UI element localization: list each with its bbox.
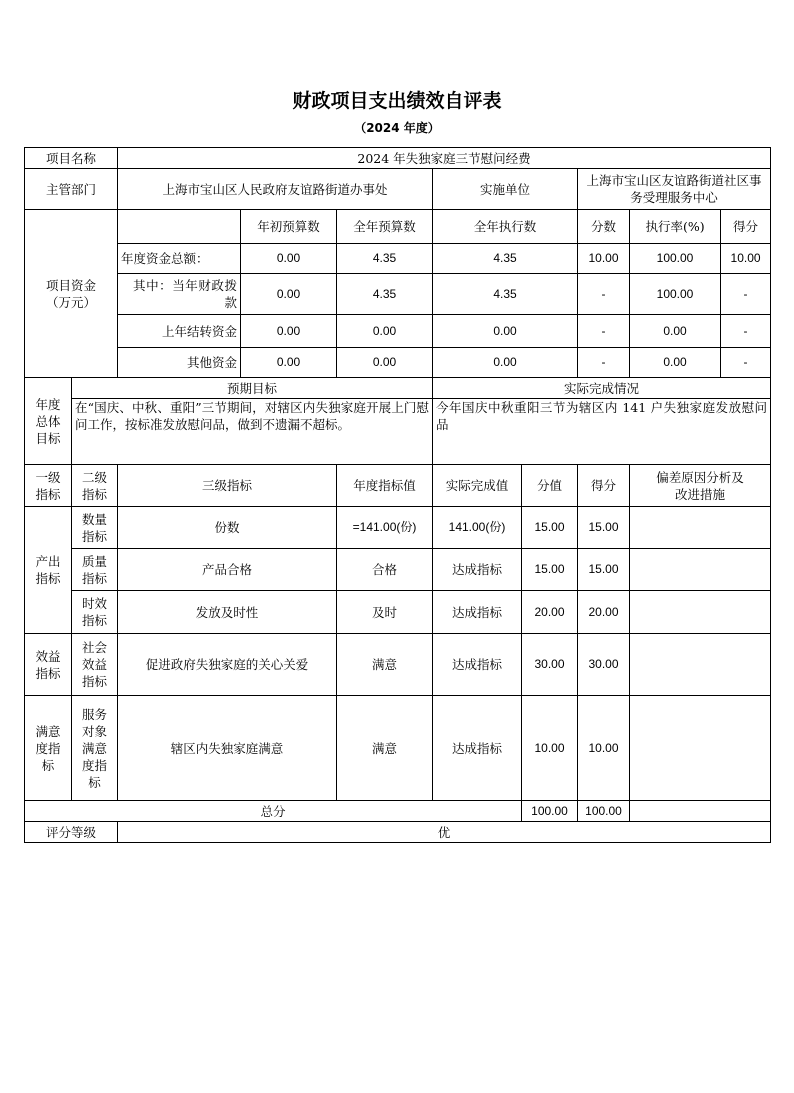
total-note (630, 801, 771, 822)
grade-value: 优 (118, 822, 771, 843)
ind-l2 (72, 591, 118, 634)
ind-actual: 141.00(份) (433, 507, 522, 549)
ind-header-l1-text: 一级指标 (35, 469, 61, 502)
ind-got: 15.00 (578, 507, 630, 549)
funds-row-label: 上年结转资金 (118, 315, 241, 348)
ind-l2-text: 质量指标 (81, 553, 107, 586)
ind-l2-text: 时效指标 (81, 596, 107, 628)
ind-l3: 产品合格 (118, 549, 337, 591)
ind-score: 15.00 (522, 549, 578, 591)
ind-got: 30.00 (578, 634, 630, 696)
funds-cell: - (578, 274, 630, 315)
funds-header: 得分 (721, 210, 771, 244)
ind-actual: 达成指标 (433, 696, 522, 801)
dept-label: 主管部门 (25, 169, 118, 210)
goal-label-text: 年度总体目标 (35, 396, 61, 446)
ind-actual: 达成指标 (433, 634, 522, 696)
project-name-value: 2024 年失独家庭三节慰问经费 (118, 148, 771, 169)
funds-row-label: 年度资金总额： (118, 244, 241, 274)
funds-row-label (118, 274, 241, 315)
ind-l3: 促进政府失独家庭的关心关爱 (118, 634, 337, 696)
funds-cell: - (721, 274, 771, 315)
ind-l1 (25, 507, 72, 634)
ind-header-got: 得分 (578, 465, 630, 507)
ind-note (630, 696, 771, 801)
funds-header: 全年预算数 (337, 210, 433, 244)
ind-l1 (25, 634, 72, 696)
goal-expected: 在“国庆、中秋、重阳”三节期间，对辖区内失独家庭开展上门慰问工作，按标准发放慰问品，做到不遗漏不超标。 (72, 399, 433, 465)
ind-note (630, 591, 771, 634)
ind-note (630, 634, 771, 696)
ind-score: 20.00 (522, 591, 578, 634)
ind-l2 (72, 634, 118, 696)
goal-actual-header: 实际完成情况 (433, 378, 771, 399)
ind-header-target: 年度指标值 (337, 465, 433, 507)
ind-header-score: 分值 (522, 465, 578, 507)
page-subtitle: （2024 年度） (354, 121, 440, 135)
ind-score: 15.00 (522, 507, 578, 549)
goal-label (25, 378, 72, 465)
funds-cell: 0.00 (241, 315, 337, 348)
total-got: 100.00 (578, 801, 630, 822)
project-name-label: 项目名称 (25, 148, 118, 169)
total-label: 总分 (25, 801, 522, 822)
grade-label: 评分等级 (25, 822, 118, 843)
ind-l1-text: 产出指标 (35, 554, 61, 586)
funds-cell: 0.00 (241, 348, 337, 378)
funds-cell: 4.35 (433, 244, 578, 274)
funds-cell: - (721, 348, 771, 378)
goal-expected-header: 预期目标 (72, 378, 433, 399)
ind-l1 (25, 696, 72, 801)
ind-header-l3: 三级指标 (118, 465, 337, 507)
ind-got: 10.00 (578, 696, 630, 801)
ind-target: 满意 (337, 696, 433, 801)
ind-got: 20.00 (578, 591, 630, 634)
funds-cell: - (721, 315, 771, 348)
funds-cell: 4.35 (337, 274, 433, 315)
funds-cell: 10.00 (721, 244, 771, 274)
funds-header: 全年执行数 (433, 210, 578, 244)
ind-l3: 份数 (118, 507, 337, 549)
ind-l2 (72, 507, 118, 549)
total-score: 100.00 (522, 801, 578, 822)
funds-cell: 0.00 (241, 274, 337, 315)
funds-header: 执行率(%) (630, 210, 721, 244)
funds-cell: 0.00 (337, 315, 433, 348)
funds-label-text: 项目资金（万元） (45, 277, 96, 310)
page-title: 财政项目支出绩效自评表 (292, 90, 502, 112)
funds-cell: 100.00 (630, 244, 721, 274)
ind-header-l2 (72, 465, 118, 507)
funds-row-label: 其他资金 (118, 348, 241, 378)
ind-target: =141.00(份) (337, 507, 433, 549)
funds-cell: 0.00 (630, 315, 721, 348)
ind-score: 30.00 (522, 634, 578, 696)
ind-target: 合格 (337, 549, 433, 591)
ind-l1-text: 效益指标 (35, 648, 61, 681)
ind-score: 10.00 (522, 696, 578, 801)
ind-header-l2-text: 二级指标 (81, 469, 107, 502)
ind-got: 15.00 (578, 549, 630, 591)
ind-note (630, 507, 771, 549)
funds-label (25, 210, 118, 378)
unit-value: 上海市宝山区友谊路街道社区事务受理服务中心 (578, 169, 771, 210)
funds-cell: 4.35 (433, 274, 578, 315)
ind-note (630, 549, 771, 591)
ind-l3: 辖区内失独家庭满意 (118, 696, 337, 801)
ind-l1-text: 满意度指标 (35, 723, 61, 773)
ind-l3: 发放及时性 (118, 591, 337, 634)
funds-cell: 0.00 (433, 315, 578, 348)
funds-cell: - (578, 348, 630, 378)
dept-value: 上海市宝山区人民政府友谊路街道办事处 (118, 169, 433, 210)
ind-header-note-text: 偏差原因分析及改进措施 (656, 469, 744, 502)
ind-l2 (72, 696, 118, 801)
ind-actual: 达成指标 (433, 549, 522, 591)
funds-cell: 4.35 (337, 244, 433, 274)
ind-header-actual: 实际完成值 (433, 465, 522, 507)
funds-header-blank (118, 210, 241, 244)
funds-cell: 0.00 (630, 348, 721, 378)
ind-l2-text: 社会效益指标 (81, 640, 107, 689)
ind-header-l1 (25, 465, 72, 507)
ind-target: 满意 (337, 634, 433, 696)
funds-header: 分数 (578, 210, 630, 244)
ind-l2-text: 数量指标 (81, 511, 107, 544)
unit-label: 实施单位 (433, 169, 578, 210)
ind-target: 及时 (337, 591, 433, 634)
funds-cell: 0.00 (241, 244, 337, 274)
funds-cell: 100.00 (630, 274, 721, 315)
goal-actual: 今年国庆中秋重阳三节为辖区内 141 户失独家庭发放慰问品 (433, 399, 771, 465)
funds-cell: 0.00 (433, 348, 578, 378)
ind-l2 (72, 549, 118, 591)
funds-cell: 0.00 (337, 348, 433, 378)
ind-l2-text: 服务对象满意度指标 (81, 706, 107, 790)
funds-cell: - (578, 315, 630, 348)
ind-actual: 达成指标 (433, 591, 522, 634)
funds-cell: 10.00 (578, 244, 630, 274)
evaluation-table (24, 147, 771, 843)
ind-header-note (630, 465, 771, 507)
funds-header: 年初预算数 (241, 210, 337, 244)
funds-row-label-text: 其中：当年财政拨款 (133, 278, 238, 310)
